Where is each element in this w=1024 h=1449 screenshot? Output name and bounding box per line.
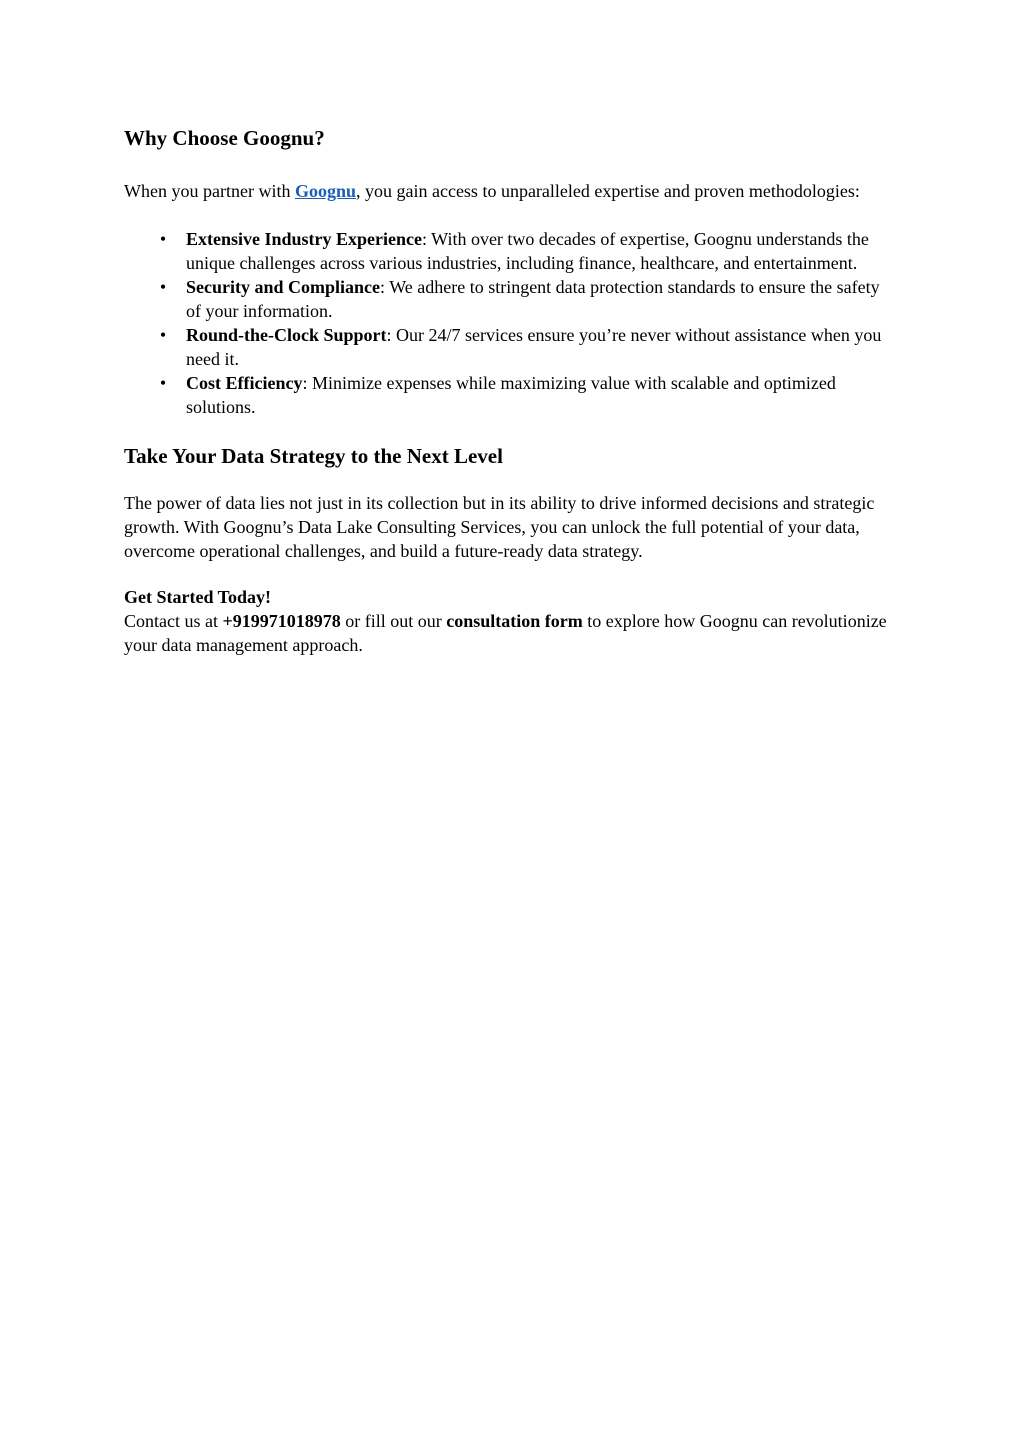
contact-text-after: to explore how Goognu can revolutionize your data management approach. [124, 611, 887, 655]
contact-text-before: Contact us at [124, 611, 223, 631]
phone-number: +919971018978 [222, 611, 341, 631]
bullet-icon: • [159, 277, 167, 297]
list-item-term: Cost Efficiency [186, 373, 303, 393]
strategy-paragraph: The power of data lies not just in its collection but in its ability to drive informed decisions and strategic growth. With Goognu’s Data Lake Consulting Services, you can unlock the full potential of your data, overcome operational challenges, and build a future-ready data strategy. [124, 493, 875, 561]
list-item-text: : We adhere to stringent data protection standards to ensure the safety of your information. [186, 277, 880, 321]
contact-paragraph [124, 609, 899, 657]
list-item [124, 227, 899, 275]
list-item-text: : Minimize expenses while maximizing value with scalable and optimized solutions. [186, 373, 836, 417]
list-item-term: Security and Compliance [186, 277, 381, 297]
list-item-term: Round-the-Clock Support [186, 325, 387, 345]
intro-text-before: When you partner with [124, 181, 295, 201]
list-item-term: Extensive Industry Experience [186, 229, 422, 249]
list-item [124, 371, 899, 419]
list-item [124, 275, 899, 323]
contact-text-middle: or fill out our [340, 611, 447, 631]
consultation-form-label: consultation form [446, 611, 583, 631]
bullet-icon: • [159, 229, 167, 249]
intro-text-after: , you gain access to unparalleled expertise and proven methodologies: [355, 181, 860, 201]
goognu-link[interactable]: Goognu [294, 181, 356, 201]
list-item [124, 323, 899, 371]
bullet-icon: • [159, 373, 167, 393]
get-started-heading: Get Started Today! [124, 587, 272, 607]
list-item-text: : With over two decades of expertise, Goognu understands the unique challenges across various industries, including finance, healthcare, and entertainment. [186, 229, 869, 273]
section-title-why-choose: Why Choose Goognu? [124, 126, 325, 150]
bullet-icon: • [159, 325, 167, 345]
intro-paragraph [124, 179, 899, 203]
benefits-list [124, 227, 899, 419]
document-page [124, 120, 899, 657]
list-item-text: : Our 24/7 services ensure you’re never without assistance when you need it. [186, 325, 882, 369]
section-title-next-level: Take Your Data Strategy to the Next Level [124, 444, 503, 468]
